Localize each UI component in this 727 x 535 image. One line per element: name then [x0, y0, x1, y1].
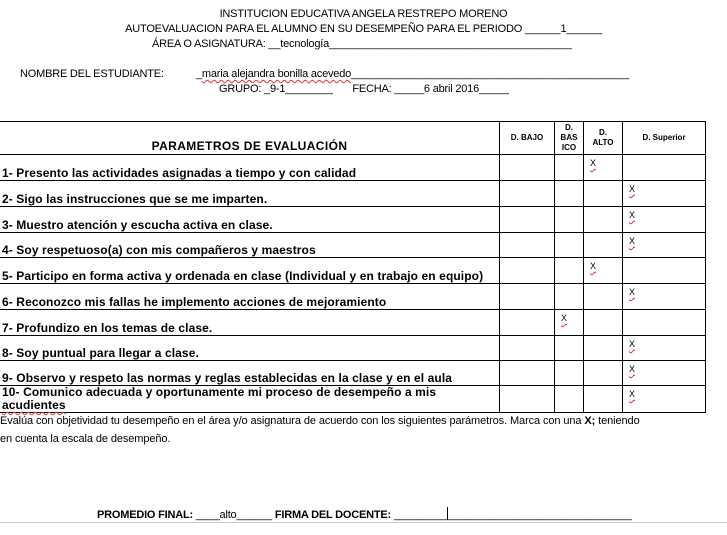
- mark-x: X: [561, 313, 568, 323]
- group-field[interactable]: _9-1________: [264, 83, 333, 95]
- parameter-text: [0, 336, 500, 361]
- table-row: [0, 336, 706, 361]
- signature-label: FIRMA DEL DOCENTE:: [271, 509, 394, 521]
- col-alto-line1: D.: [599, 128, 607, 137]
- column-header-alto: [584, 122, 623, 155]
- mark-cell-bajo[interactable]: [500, 386, 555, 413]
- mark-cell-superior[interactable]: [623, 155, 706, 181]
- instructions-text: Evalúa con objetividad tu desempeño en el área y/o asignatura de acuerdo con los siguientes parámetros. Marca con una: [0, 415, 585, 427]
- date-label: FECHA:: [352, 83, 395, 95]
- mark-cell-basico[interactable]: [555, 386, 584, 413]
- parameter-label: 9- Observo y respeto las normas y reglas establecidas en la clase y en el aula: [2, 371, 453, 385]
- mark-cell-basico[interactable]: [555, 181, 584, 207]
- mark-cell-basico[interactable]: [555, 207, 584, 233]
- mark-cell-alto[interactable]: [584, 310, 623, 336]
- mark-cell-superior[interactable]: [623, 336, 706, 361]
- col-bajo-label: D. BAJO: [510, 133, 544, 142]
- table-row: [0, 233, 706, 258]
- average-field[interactable]: ____alto______: [195, 509, 272, 521]
- mark-cell-bajo[interactable]: [500, 207, 555, 233]
- mark-cell-bajo[interactable]: [500, 155, 555, 181]
- mark-cell-bajo[interactable]: [500, 310, 555, 336]
- mark-cell-superior[interactable]: [623, 233, 706, 258]
- table-row: [0, 181, 706, 207]
- table-row: [0, 155, 706, 181]
- group-label: GRUPO:: [219, 83, 265, 95]
- page-divider: [0, 522, 727, 523]
- parameter-text: [0, 155, 500, 181]
- mark-cell-basico[interactable]: [555, 155, 584, 181]
- institution-title: INSTITUCION EDUCATIVA ANGELA RESTREPO MORENO: [219, 8, 508, 20]
- table-row: [0, 258, 706, 284]
- mark-cell-alto[interactable]: [584, 258, 623, 284]
- mark-cell-alto[interactable]: [584, 233, 623, 258]
- mark-cell-alto[interactable]: [584, 361, 623, 386]
- mark-cell-bajo[interactable]: [500, 284, 555, 310]
- parameter-label-line2: acudientes: [2, 398, 66, 412]
- instructions-mark-symbol: X;: [584, 415, 596, 427]
- mark-x: X: [590, 158, 597, 168]
- mark-x: X: [629, 339, 636, 349]
- mark-cell-superior[interactable]: [623, 361, 706, 386]
- parameter-text: [0, 258, 500, 284]
- mark-cell-basico[interactable]: [555, 233, 584, 258]
- mark-x: X: [629, 389, 636, 399]
- parameter-text: [0, 310, 500, 336]
- parameter-label-line1: 10- Comunico adecuada y oportunamente mi proceso de desempeño a mis: [2, 385, 437, 399]
- col-basico-line3: ICO: [561, 143, 577, 152]
- mark-cell-bajo[interactable]: [500, 181, 555, 207]
- mark-cell-superior[interactable]: [623, 207, 706, 233]
- table-row: [0, 207, 706, 233]
- table-header-row: [0, 122, 706, 155]
- mark-x: X: [629, 364, 636, 374]
- mark-cell-superior[interactable]: [623, 386, 706, 413]
- group-date-line: [219, 83, 509, 95]
- parameter-text: [0, 361, 500, 386]
- mark-x: X: [629, 184, 636, 194]
- mark-cell-alto[interactable]: [584, 386, 623, 413]
- subject-label: ÁREA O ASIGNATURA:: [152, 38, 269, 50]
- mark-x: X: [629, 210, 636, 220]
- mark-cell-alto[interactable]: [584, 336, 623, 361]
- col-superior-label: D. Superior: [642, 133, 686, 142]
- parameter-text: [0, 284, 500, 310]
- mark-cell-superior[interactable]: [623, 284, 706, 310]
- parameter-label: 8- Soy puntual para llegar a clase.: [2, 346, 199, 360]
- mark-cell-superior[interactable]: [623, 258, 706, 284]
- parameter-text: [0, 207, 500, 233]
- student-name-label: NOMBRE DEL ESTUDIANTE:: [20, 68, 164, 80]
- mark-cell-superior[interactable]: [623, 310, 706, 336]
- mark-cell-alto[interactable]: [584, 155, 623, 181]
- mark-x: X: [629, 236, 636, 246]
- mark-cell-basico[interactable]: [555, 361, 584, 386]
- instructions-line-2: en cuenta la escala de desempeño.: [0, 433, 171, 445]
- parameter-text: [0, 386, 500, 413]
- mark-cell-basico[interactable]: [555, 336, 584, 361]
- mark-x: X: [629, 287, 636, 297]
- parameter-label: 4- Soy respetuoso(a) con mis compañeros y maestros: [2, 243, 316, 257]
- column-header-bajo: [500, 122, 555, 155]
- parameters-title: PARAMETROS DE EVALUACIÓN: [0, 122, 500, 155]
- evaluation-title: [0, 23, 727, 35]
- table-row: [0, 310, 706, 336]
- signature-line-start[interactable]: _________: [393, 509, 448, 521]
- col-basico-line1: D.: [565, 123, 573, 132]
- instructions-text-end: teniendo: [595, 415, 640, 427]
- name-trailing-line: _______________________________________________: [351, 68, 630, 80]
- mark-cell-basico[interactable]: [555, 258, 584, 284]
- mark-cell-bajo[interactable]: [500, 233, 555, 258]
- signature-line-end[interactable]: _______________________________: [448, 509, 632, 521]
- column-header-superior: [623, 122, 706, 155]
- table-row: [0, 284, 706, 310]
- student-name-value: maria alejandra bonilla acevedo: [201, 68, 352, 80]
- parameter-text: [0, 181, 500, 207]
- parameter-label: 6- Reconozco mis fallas he implemento acciones de mejoramiento: [2, 295, 387, 309]
- name-prefix: _: [196, 68, 202, 80]
- mark-x: X: [590, 261, 597, 271]
- mark-cell-alto[interactable]: [584, 284, 623, 310]
- instructions-line-1: [0, 415, 640, 427]
- column-header-basico: [555, 122, 584, 155]
- footer-line: [97, 507, 632, 521]
- table-row: [0, 386, 706, 413]
- mark-cell-bajo[interactable]: [500, 258, 555, 284]
- parameter-label: 7- Profundizo en los temas de clase.: [2, 321, 213, 335]
- mark-cell-alto[interactable]: [584, 181, 623, 207]
- evaluation-table: [0, 121, 706, 413]
- mark-cell-basico[interactable]: [555, 310, 584, 336]
- evaluation-title-text: AUTOEVALUACION PARA EL ALUMNO EN SU DESEMPEÑO PARA EL PERIODO: [125, 23, 525, 35]
- table-row: [0, 361, 706, 386]
- average-label: PROMEDIO FINAL:: [97, 509, 196, 521]
- parameter-label: 2- Sigo las instrucciones que se me imparten.: [2, 192, 268, 206]
- date-field[interactable]: _____6 abril 2016_____: [394, 83, 509, 95]
- mark-cell-bajo[interactable]: [500, 336, 555, 361]
- col-alto-line2: ALTO: [592, 138, 614, 147]
- subject-field[interactable]: __tecnología_________________________________________: [268, 38, 572, 50]
- mark-cell-alto[interactable]: [584, 207, 623, 233]
- col-basico-line2: BAS: [560, 133, 578, 142]
- mark-cell-basico[interactable]: [555, 284, 584, 310]
- parameter-text: [0, 233, 500, 258]
- mark-cell-superior[interactable]: [623, 181, 706, 207]
- parameter-label: 5- Participo en forma activa y ordenada en clase (Individual y en trabajo en equipo): [2, 269, 484, 283]
- period-field[interactable]: ______1______: [524, 23, 602, 35]
- mark-cell-bajo[interactable]: [500, 361, 555, 386]
- parameter-label: 1- Presento las actividades asignadas a tiempo y con calidad: [2, 166, 357, 180]
- parameter-label: 3- Muestro atención y escucha activa en clase.: [2, 218, 273, 232]
- student-name-field[interactable]: [196, 68, 629, 80]
- subject-line: [152, 38, 572, 50]
